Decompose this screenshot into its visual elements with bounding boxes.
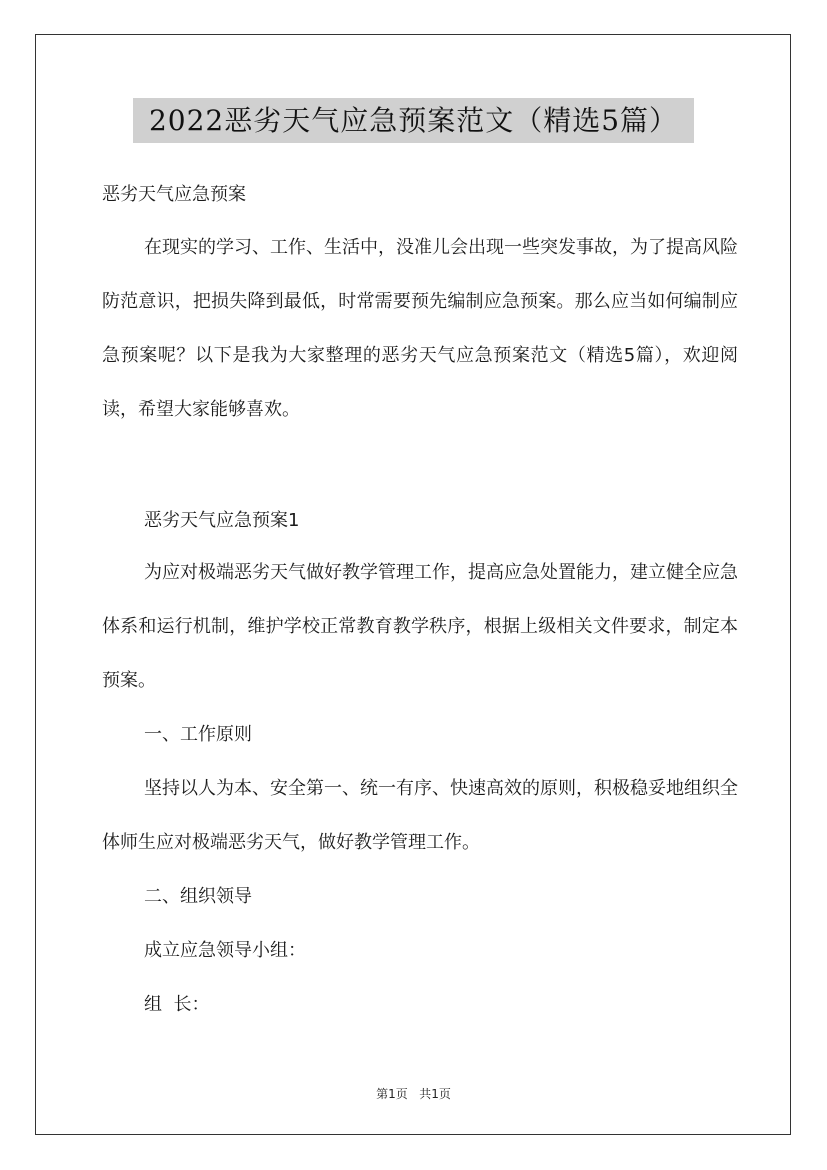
section-title: 恶劣天气应急预案1	[144, 510, 300, 531]
group-line: 成立应急领导小组：	[144, 940, 306, 961]
intro-paragraph: 在现实的学习、工作、生活中，没准儿会出现一些突发事故，为了提高风险防范意识，把损失降到最低，时常需要预先编制应急预案。那么应当如何编制应急预案呢？以下是我为大家整理的恶劣天气应急预案范文（精选5篇），欢迎阅读，希望大家能够喜欢。	[102, 237, 738, 420]
subtitle: 恶劣天气应急预案	[102, 184, 246, 205]
heading-organization: 二、组织领导	[144, 886, 252, 907]
document-title: 2022恶劣天气应急预案范文（精选5篇）	[133, 98, 694, 143]
principles-paragraph: 坚持以人为本、安全第一、统一有序、快速高效的原则，积极稳妥地组织全体师生应对极端恶劣天气，做好教学管理工作。	[102, 778, 738, 853]
heading-principles: 一、工作原则	[144, 724, 252, 745]
page-number: 第1页 共1页	[376, 1087, 451, 1101]
leader-line: 组 长：	[144, 994, 210, 1015]
section-paragraph: 为应对极端恶劣天气做好教学管理工作，提高应急处置能力，建立健全应急体系和运行机制，维护学校正常教育教学秩序，根据上级相关文件要求，制定本预案。	[102, 562, 738, 691]
